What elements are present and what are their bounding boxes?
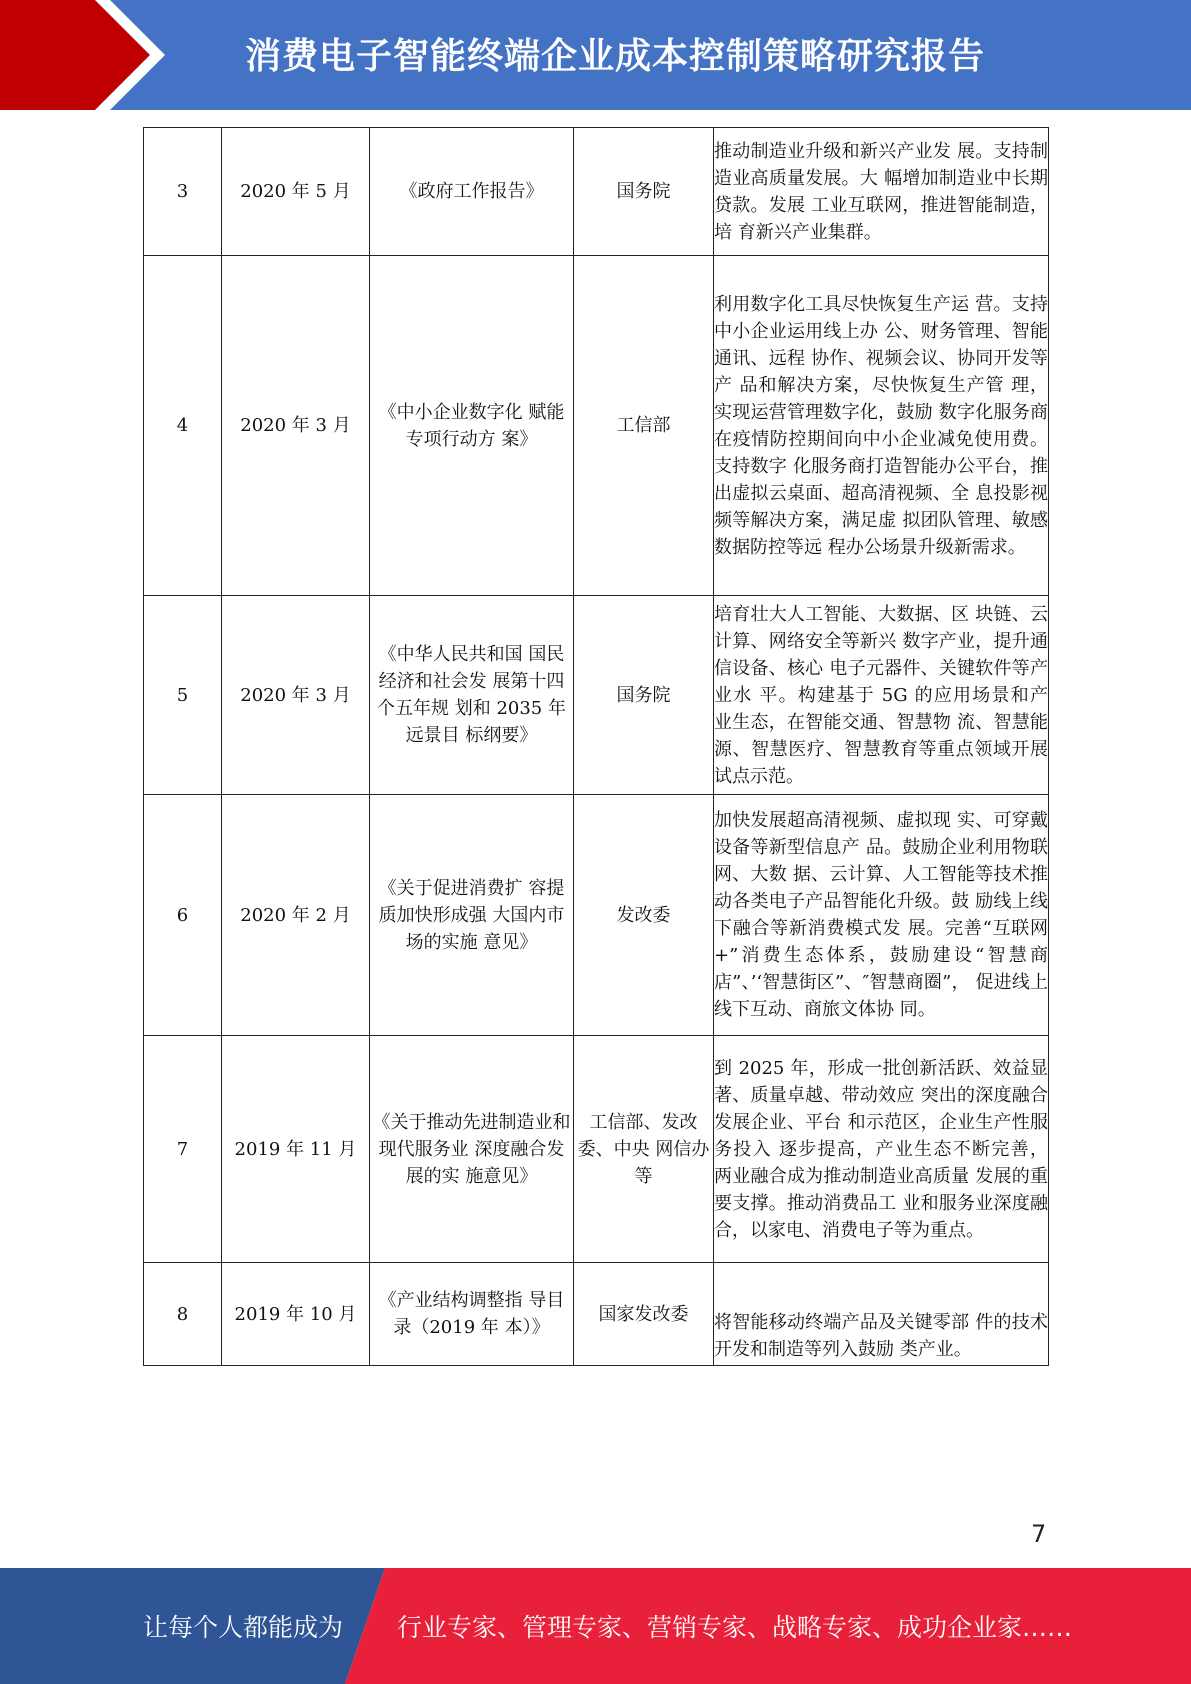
row-department: 工信部、发改委、中央 网信办等: [574, 1036, 714, 1263]
footer-slogan-left: 让每个人都能成为: [143, 1613, 344, 1642]
row-department: 国务院: [574, 596, 714, 795]
row-date: 2020 年 2 月: [222, 795, 370, 1036]
row-policy-title: 《产业结构调整指 导目录（2019 年 本）》: [370, 1263, 574, 1366]
row-index: 6: [144, 795, 222, 1036]
page-number: 7: [1031, 1520, 1047, 1548]
row-date: 2019 年 11 月: [222, 1036, 370, 1263]
table-row: [144, 1263, 1049, 1366]
row-content: 培育壮大人工智能、大数据、区 块链、云计算、网络安全等新兴 数字产业，提升通信设备、核心 电子元器件、关键软件等产业水 平。构建基于 5G 的应用场景和产 业生态，在智能交通、智慧物 流、智慧能源、智慧医疗、智慧教育等重点领域开展试点示范。: [714, 596, 1049, 795]
row-date: 2020 年 5 月: [222, 128, 370, 256]
row-content: 利用数字化工具尽快恢复生产运 营。支持中小企业运用线上办 公、财务管理、智能通讯、远程 协作、视频会议、协同开发等产 品和解决方案，尽快恢复生产管 理，实现运营管理数字化，鼓励 数字化服务商在疫情防控期间向中小企业减免使用费。支持数字 化服务商打造智能办公平台，推 出虚拟云桌面、超高清视频、全 息投影视频等解决方案，满足虚 拟团队管理、敏感数据防控等远 程办公场景升级新需求。: [714, 256, 1049, 596]
table-row: [144, 256, 1049, 596]
row-department: 国务院: [574, 128, 714, 256]
row-index: 3: [144, 128, 222, 256]
table-row: [144, 596, 1049, 795]
row-index: 5: [144, 596, 222, 795]
footer-slogan-right: 行业专家、管理专家、营销专家、战略专家、成功企业家……: [397, 1613, 1073, 1642]
row-index: 8: [144, 1263, 222, 1366]
row-policy-title: 《关于推动先进制造业和现代服务业 深度融合发展的实 施意见》: [370, 1036, 574, 1263]
table-row: [144, 795, 1049, 1036]
row-content: 推动制造业升级和新兴产业发 展。支持制造业高质量发展。大 幅增加制造业中长期贷款。发展 工业互联网，推进智能制造，培 育新兴产业集群。: [714, 128, 1049, 256]
policy-table: [143, 127, 1049, 1366]
row-department: 国家发改委: [574, 1263, 714, 1366]
page-header: [0, 0, 1191, 110]
table-row: [144, 128, 1049, 256]
row-department: 发改委: [574, 795, 714, 1036]
table-row: [144, 1036, 1049, 1263]
row-policy-title: 《关于促进消费扩 容提质加快形成强 大国内市场的实施 意见》: [370, 795, 574, 1036]
row-department: 工信部: [574, 256, 714, 596]
report-title: 消费电子智能终端企业成本控制策略研究报告: [245, 36, 986, 77]
row-index: 4: [144, 256, 222, 596]
row-date: 2020 年 3 月: [222, 596, 370, 795]
row-index: 7: [144, 1036, 222, 1263]
row-content: 将智能移动终端产品及关键零部 件的技术开发和制造等列入鼓励 类产业。: [714, 1263, 1049, 1366]
row-date: 2019 年 10 月: [222, 1263, 370, 1366]
row-date: 2020 年 3 月: [222, 256, 370, 596]
row-policy-title: 《中华人民共和国 国民经济和社会发 展第十四个五年规 划和 2035 年远景目 标纲要》: [370, 596, 574, 795]
row-content: 加快发展超高清视频、虚拟现 实、可穿戴设备等新型信息产 品。鼓励企业利用物联网、大数 据、云计算、人工智能等技术推 动各类电子产品智能化升级。鼓 励线上线下融合等新消费模式发 展。完善“互联网+”消费生态体系，鼓励建设“智慧商店”、’‘智慧街区”、″智慧商圈”， 促进线上线下互动、商旅文体协 同。: [714, 795, 1049, 1036]
row-policy-title: 《中小企业数字化 赋能专项行动方 案》: [370, 256, 574, 596]
page-footer: [0, 1568, 1191, 1684]
row-content: 到 2025 年，形成一批创新活跃、效益显著、质量卓越、带动效应 突出的深度融合发展企业、平台 和示范区，企业生产性服务投入 逐步提高，产业生态不断完善， 两业融合成为推动制造业高质量 发展的重要支撑。推动消费品工 业和服务业深度融合，以家电、消费电子等为重点。: [714, 1036, 1049, 1263]
row-policy-title: 《政府工作报告》: [370, 128, 574, 256]
